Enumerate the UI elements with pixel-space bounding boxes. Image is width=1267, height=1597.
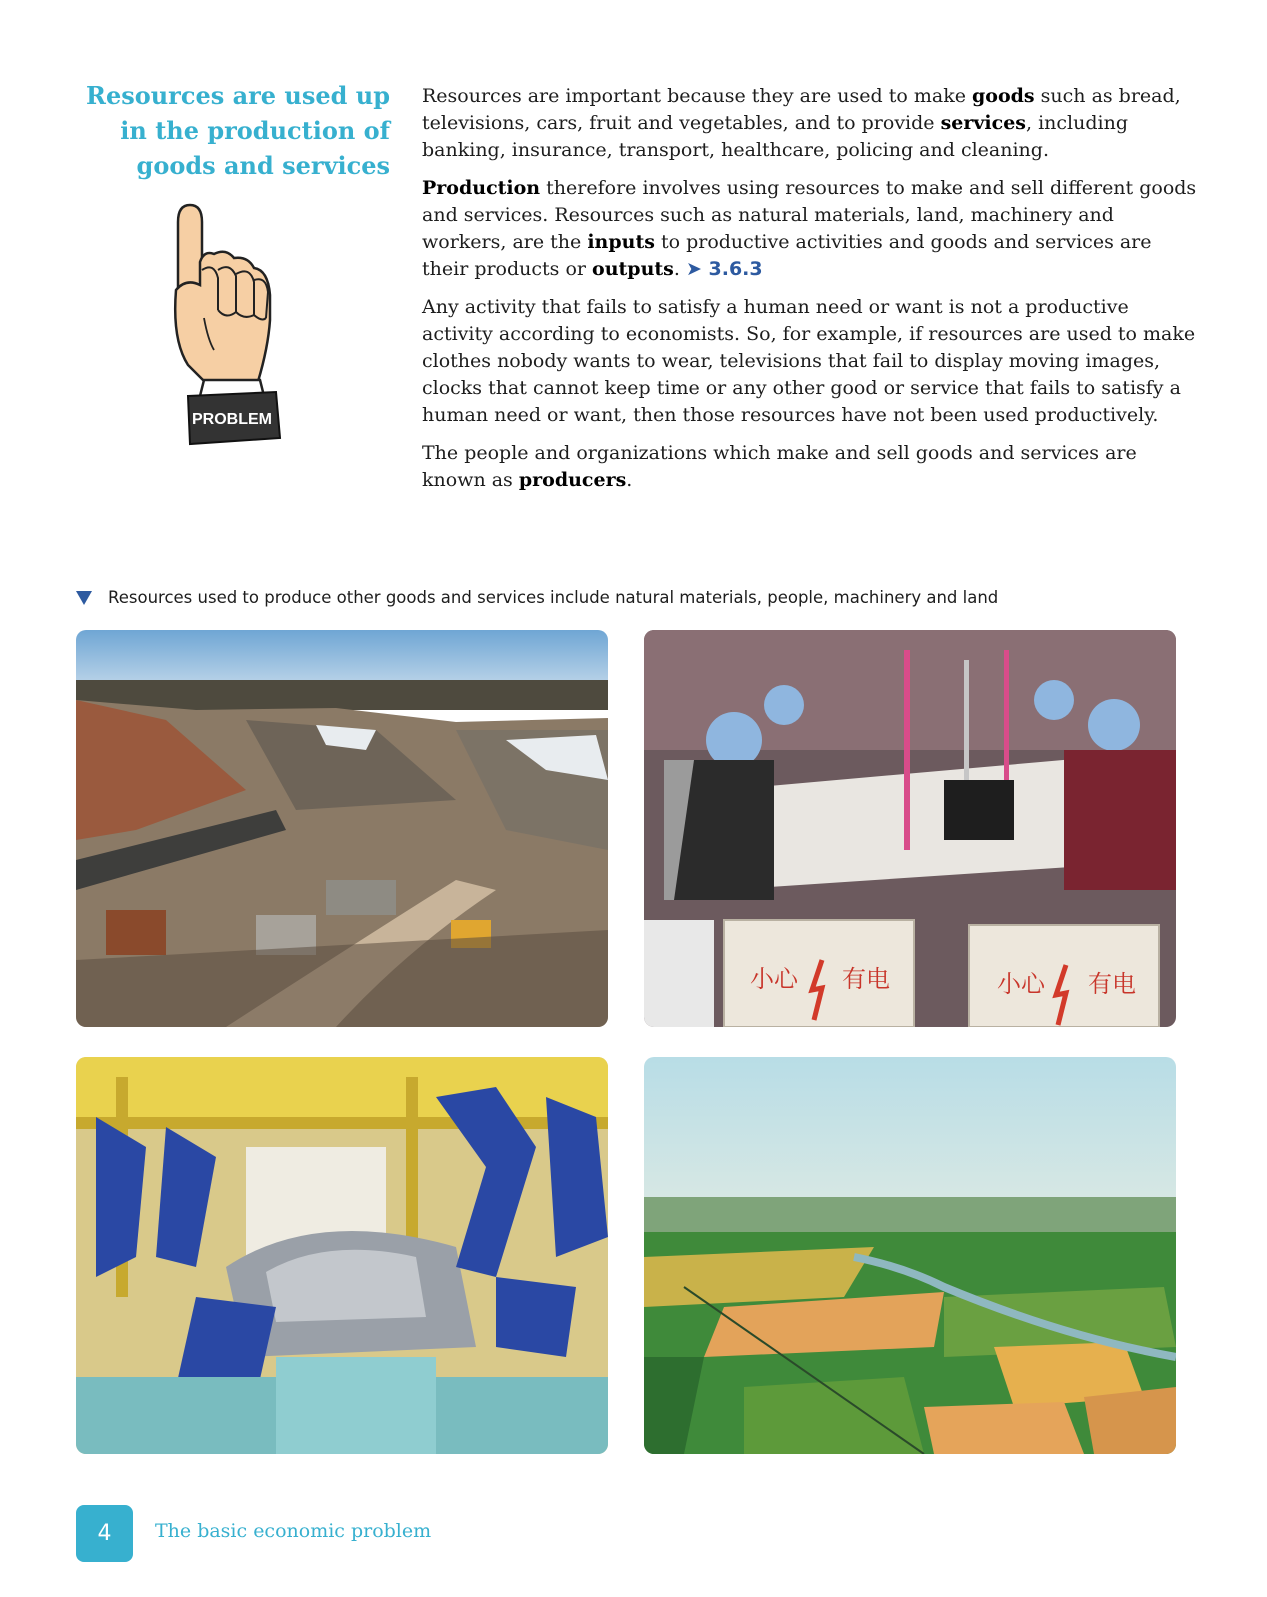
warning-sign-1-right-text: 有电: [842, 965, 890, 993]
car-assembly-robots-photo: [76, 1057, 608, 1454]
caption-triangle-icon: [76, 591, 92, 605]
chapter-title: The basic economic problem: [155, 1520, 432, 1542]
side-heading-line-1: Resources are used up: [86, 81, 390, 110]
paragraph-3: Any activity that fails to satisfy a human need or want is not a productive activity according to economists. So, for example, if resources are used to make clothes nobody wants to wear, televisions that fail to display moving images, clocks that cannot keep time or any other good or service that fails to satisfy a human need or want, then those resources have not been used productively.: [422, 296, 1196, 426]
side-heading-line-2: in the production of: [120, 116, 390, 145]
figure-caption: [76, 588, 1196, 607]
side-heading: [60, 78, 390, 183]
term-producers: producers: [518, 469, 627, 491]
cross-reference-link[interactable]: ➤ 3.6.3: [685, 258, 763, 280]
term-services: services: [940, 112, 1026, 134]
paragraph-2: Production therefore involves using resources to make and sell different goods and services. Resources such as natural materials, land, machinery and workers, are the inputs to productive activities and goods and services are their products or outputs. ➤ 3.6.3: [422, 177, 1197, 280]
term-outputs: outputs: [592, 258, 674, 280]
garment-factory-photo: [644, 630, 1176, 1027]
farmland-aerial-photo: [644, 1057, 1176, 1454]
term-inputs: inputs: [587, 231, 655, 253]
warning-sign-2-right-text: 有电: [1088, 970, 1136, 998]
quarry-photo: [76, 630, 608, 1027]
warning-sign-2-left-text: 小心: [997, 970, 1045, 998]
side-heading-line-3: goods and services: [136, 151, 390, 180]
page-number: 4: [76, 1505, 133, 1562]
body-text: [422, 83, 1202, 505]
pointing-hand-problem-icon: [168, 200, 298, 455]
term-goods: goods: [972, 85, 1035, 107]
warning-sign-1-left-text: 小心: [750, 965, 798, 993]
caption-text: Resources used to produce other goods and services include natural materials, people, machinery and land: [108, 588, 999, 607]
term-production: Production: [422, 177, 541, 199]
problem-badge-label: PROBLEM: [192, 411, 272, 428]
paragraph-4: The people and organizations which make and sell goods and services are known as producers.: [422, 442, 1137, 491]
paragraph-1: Resources are important because they are used to make goods such as bread, televisions, cars, fruit and vegetables, and to provide services, including banking, insurance, transport, healthcare, policing and cleaning.: [422, 85, 1181, 161]
